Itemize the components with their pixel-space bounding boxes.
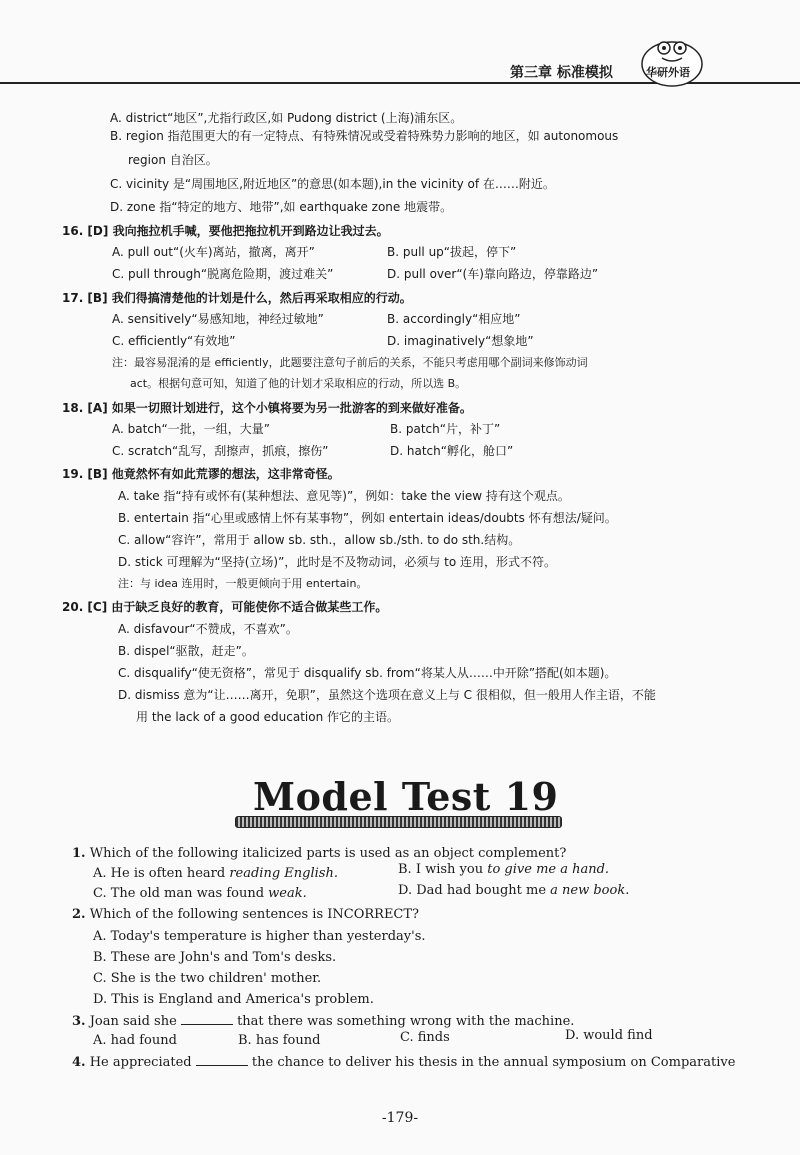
q16-option: B. pull up“拔起，停下” [387, 245, 517, 259]
logo-text: 华研外语 [646, 66, 690, 79]
q20-item [62, 599, 387, 615]
opt-text: D. Dad had bought me [398, 883, 551, 898]
q17-option: C. efficiently“有效地” [112, 334, 236, 348]
publisher-logo [640, 34, 704, 88]
q20-option: B. dispel“驱散，赶走”。 [118, 644, 254, 658]
q18-option: B. patch“片，补丁” [390, 422, 501, 436]
q17-item [62, 290, 412, 306]
q20-option-cont: 用 the lack of a good education 作它的主语。 [136, 710, 400, 724]
q20-number: 20. [C] [62, 600, 108, 614]
q20-stem: 由于缺乏良好的教育，可能使你不适合做某些工作。 [111, 600, 388, 614]
q18-item [62, 400, 472, 416]
mt-q1-number: 1. [72, 846, 86, 861]
mt-q3-number: 3. [72, 1014, 86, 1029]
mt-q3-option: A. had found [93, 1033, 177, 1048]
chapter-header [510, 62, 613, 82]
q20-option: D. dismiss 意为“让……离开，免职”，虽然这个选项在意义上与 C 很相似，但一般用人作主语，不能 [118, 688, 656, 702]
q18-option: D. hatch“孵化，舱口” [390, 444, 514, 458]
opt-text: B. I wish you [398, 862, 488, 877]
q20-option: C. disqualify“使无资格”，常见于 disqualify sb. from“将某人从……中开除”搭配(如本题)。 [118, 666, 617, 680]
mt-q1-option-b [398, 862, 609, 878]
q19-stem: 他竟然怀有如此荒谬的想法，这非常奇怪。 [111, 467, 340, 481]
q18-option: A. batch“一批，一组，大量” [112, 422, 270, 436]
model-test-title: Model Test 19 [253, 774, 559, 819]
mt-q2-option: B. These are John's and Tom's desks. [93, 950, 337, 965]
mt-q1-stem [72, 846, 566, 862]
q16-item [62, 223, 389, 239]
q16-option: D. pull over“(车)靠向路边，停靠路边” [387, 267, 599, 281]
mt-q1-option-c [93, 886, 307, 902]
mt-q1-option-a [93, 866, 338, 882]
opt-italic: reading English. [229, 866, 338, 881]
q19-option: D. stick 可理解为“坚持(立场)”，此时是不及物动词，必须与 to 连用，形式不符。 [118, 555, 556, 569]
mt-q4-text-b: the chance to deliver his thesis in the annual symposium on Comparative [251, 1055, 736, 1070]
page-number: -179- [381, 1110, 419, 1126]
mt-q1-text: Which of the following italicized parts is used as an object complement? [89, 846, 567, 861]
mt-q1-option-d [398, 883, 629, 899]
q16-number: 16. [D] [62, 224, 109, 238]
q18-stem: 如果一切照计划进行，这个小镇将要为另一批游客的到来做好准备。 [111, 401, 472, 415]
model-test-banner [235, 772, 560, 830]
mt-q3-text-b: that there was something wrong with the machine. [237, 1014, 575, 1029]
q15-option-c: C. vicinity 是“周围地区,附近地区”的意思(如本题),in the vicinity of 在……附近。 [110, 177, 555, 191]
mt-q3-option: D. would find [565, 1028, 653, 1043]
opt-italic: to give me a hand. [487, 862, 610, 877]
q16-stem: 我向拖拉机手喊，要他把拖拉机开到路边让我过去。 [112, 224, 389, 238]
mt-q3-text-a: Joan said she [89, 1014, 177, 1029]
q17-note: 注：最容易混淆的是 efficiently，此题要注意句子前后的关系，不能只考虑用哪个副词来修饰动词 [112, 356, 588, 369]
q17-stem: 我们得搞清楚他的计划是什么，然后再采取相应的行动。 [111, 291, 412, 305]
q19-item [62, 466, 340, 482]
q20-option: A. disfavour“不赞成，不喜欢”。 [118, 622, 298, 636]
opt-italic: a new book. [550, 883, 630, 898]
mt-q2-text: Which of the following sentences is INCORRECT? [89, 907, 420, 922]
q16-option: C. pull through“脱离危险期，渡过难关” [112, 267, 334, 281]
q19-option: B. entertain 指“心里或感情上怀有某事物”，例如 entertain ideas/doubts 怀有想法/疑问。 [118, 511, 617, 525]
q18-option: C. scratch“乱写，刮擦声，抓痕，擦伤” [112, 444, 329, 458]
q19-option: A. take 指“持有或怀有(某种想法、意见等)”，例如：take the view 持有这个观点。 [118, 489, 570, 503]
chapter-title: 第三章 标准模拟 [510, 65, 613, 81]
mt-q2-option: A. Today's temperature is higher than yesterday's. [93, 929, 426, 944]
q15-option-b: B. region 指范围更大的有一定特点、有特殊情况或受着特殊势力影响的地区，如 autonomous [110, 129, 619, 143]
q16-option: A. pull out“(火车)离站，撤离，离开” [112, 245, 315, 259]
mt-q2-option: D. This is England and America's problem. [93, 992, 374, 1007]
opt-text: A. He is often heard [93, 866, 230, 881]
mt-q3-option: C. finds [400, 1030, 450, 1045]
mt-q2-number: 2. [72, 907, 86, 922]
answer-blank [196, 1053, 248, 1066]
q15-option-d: D. zone 指“特定的地方、地带”,如 earthquake zone 地震带。 [110, 200, 453, 214]
mt-q3-stem [72, 1012, 574, 1030]
mt-q4-text-a: He appreciated [89, 1055, 192, 1070]
q18-number: 18. [A] [62, 401, 108, 415]
q17-number: 17. [B] [62, 291, 108, 305]
opt-italic: weak. [268, 886, 307, 901]
q17-option: B. accordingly“相应地” [387, 312, 521, 326]
q17-note-cont: act。根据句意可知，知道了他的计划才采取相应的行动，所以选 B。 [130, 377, 467, 390]
mt-q4-stem [72, 1053, 735, 1071]
answer-blank [181, 1012, 233, 1025]
q19-note: 注：与 idea 连用时，一般更倾向于用 entertain。 [118, 577, 368, 590]
opt-text: C. The old man was found [93, 886, 269, 901]
q15-option-a: A. district“地区”,尤指行政区,如 Pudong district (上海)浦东区。 [110, 111, 463, 125]
mt-q3-option: B. has found [238, 1033, 321, 1048]
q15-option-b-cont: region 自治区。 [128, 153, 218, 167]
mt-q2-option: C. She is the two children' mother. [93, 971, 322, 986]
q17-option: A. sensitively“易感知地，神经过敏地” [112, 312, 324, 326]
mt-q2-stem [72, 907, 419, 923]
q17-option: D. imaginatively“想象地” [387, 334, 534, 348]
q19-number: 19. [B] [62, 467, 108, 481]
q19-option: C. allow“容许”，常用于 allow sb. sth.，allow sb./sth. to do sth.结构。 [118, 533, 521, 547]
mt-q4-number: 4. [72, 1055, 86, 1070]
